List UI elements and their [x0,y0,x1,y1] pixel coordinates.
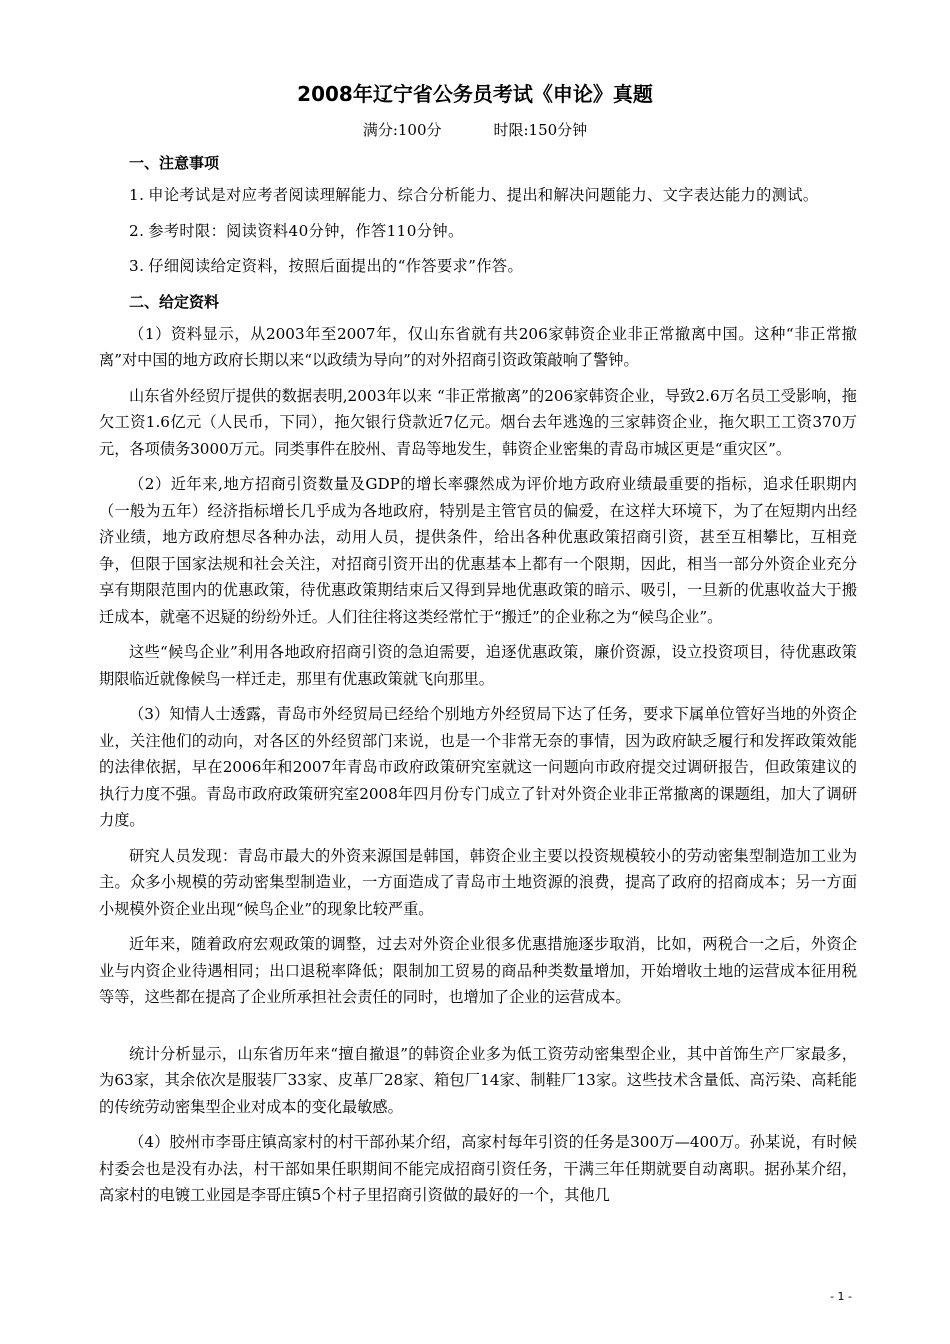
material-paragraph: 研究人员发现：青岛市最大的外资来源国是韩国，韩资企业主要以投资规模较小的劳动密集型制造加工业为主。众多小规模的劳动密集型制造业，一方面造成了青岛市土地资源的浪费，提高了政府的招商成本；另一方面小规模外资企业出现“候鸟企业”的现象比较严重。 [99,846,857,918]
material-paragraph: 近年来，随着政府宏观政策的调整，过去对外资企业很多优惠措施逐步取消，比如，两税合一之后，外资企业与内资企业待遇相同；出口退税率降低；限制加工贸易的商品种类数量增加，开始增收土地的运营成本征用税等等，这些都在提高了企业所承担社会责任的同时，也增加了企业的运营成本。 [99,935,857,1006]
notice-item-3 [99,253,857,280]
material-paragraph: （4）胶州市李哥庄镇高家村的村干部孙某介绍，高家村每年引资的任务是300万—400万。孙某说，有时候村委会也是没有办法，村干部如果任职期间不能完成招商引资任务，干满三年任期就要自动离职。据孙某介绍，高家村的电镀工业园是李哥庄镇5个村子里招商引资做的最好的一个，其他几 [99,1133,857,1204]
notice-text: 仔细阅读给定资料，按照后面提出的“作答要求”作答。 [148,257,524,275]
material-paragraph: 统计分析显示，山东省历年来“擅自撤退”的韩资企业多为低工资劳动密集型企业，其中首饰生产厂家最多，为63家，其余依次是服装厂33家、皮革厂28家、箱包厂14家、制鞋厂13家。这些技术含量低、高污染、高耗能的传统劳动密集型企业对成本的变化最敏感。 [99,1044,857,1116]
notice-item-1 [99,182,857,209]
notice-number: 1. [129,186,145,204]
document-title: 2008年辽宁省公务员考试《申论》真题 [297,82,653,106]
section-heading-notes: 一、注意事项 [129,154,220,172]
material-paragraph: （3）知情人士透露，青岛市外经贸局已经给个别地方外经贸局下达了任务，要求下属单位管好当地的外资企业，关注他们的动向，对各区的外经贸部门来说，也是一个非常无奈的事情，因为政府缺乏履行和发挥政策效能的法律依据，早在2006年和2007年青岛市政府政策研究室就这一问题向市政府提交过调研报告，但政策建议的执行力度不强。青岛市政府政策研究室2008年四月份专门成立了针对外资企业非正常撤离的课题组，加大了调研力度。 [99,705,857,829]
notice-text: 申论考试是对应考者阅读理解能力、综合分析能力、提出和解决问题能力、文字表达能力的测试。 [148,186,819,204]
notice-number: 3. [129,257,145,275]
exam-meta [0,119,950,141]
material-paragraph: 山东省外经贸厅提供的数据表明,2003年以来 “非正常撤离”的206家韩资企业，导致2.6万名员工受影响，拖欠工资1.6亿元（人民币，下同），拖欠银行贷款近7亿元。烟台去年逃逸的三家韩资企业，拖欠职工工资370万元，各项债务3000万元。同类事件在胶州、青岛等地发生，韩资企业密集的青岛市城区更是“重灾区”。 [99,386,857,458]
material-paragraph: 这些“候鸟企业”利用各地政府招商引资的急迫需要，追逐优惠政策，廉价资源，设立投资项目，待优惠政策期限临近就像候鸟一样迁走，那里有优惠政策就飞向那里。 [99,643,857,688]
material-paragraph: （1）资料显示，从2003年至2007年，仅山东省就有共206家韩资企业非正常撤离中国。这种“非正常撤离”对中国的地方政府长期以来“以政绩为导向”的对外招商引资政策敲响了警钟。 [99,324,857,369]
notice-item-2 [99,218,857,245]
full-score: 满分:100分 [362,121,442,139]
notice-text: 参考时限：阅读资料40分钟，作答110分钟。 [148,221,464,240]
time-limit: 时限:150分钟 [493,121,588,139]
notice-number: 2. [129,221,145,240]
section-heading-materials: 二、给定资料 [129,292,220,311]
page-number: - 1 - [830,1290,852,1303]
document-body [99,150,857,1218]
material-paragraph: （2）近年来,地方招商引资数量及GDP的增长率骤然成为评价地方政府业绩最重要的指标，追求任职期内（一般为五年）经济指标增长几乎成为各地政府，特别是主管官员的偏爱，在这样大环境下，为了在短期内出经济业绩，地方政府想尽各种办法，动用人员，提供条件，给出各种优惠政策招商引资，甚至互相攀比，互相竞争，但限于国家法规和社会关注，对招商引资开出的优惠基本上都有一个限期，因此，相当一部分外资企业充分享有期限范围内的优惠政策，待优惠政策期结束后又得到异地优惠政策的暗示、吸引，一旦新的优惠收益大于搬迁成本，就毫不迟疑的纷纷外迁。人们往往将这类经常忙于“搬迁”的企业称之为“候鸟企业”。 [99,475,857,626]
